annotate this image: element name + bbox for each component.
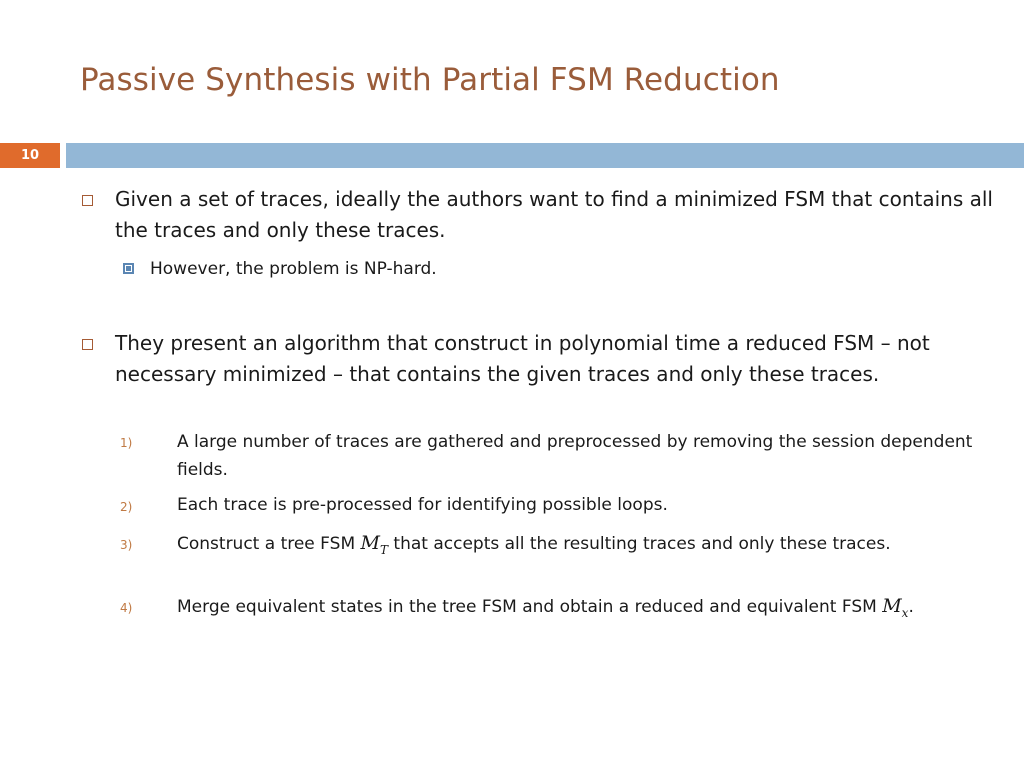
slide-title: Passive Synthesis with Partial FSM Reduction [80,62,780,98]
step-number: 1) [120,436,133,450]
bullet-box-icon [82,339,93,350]
sub-bullet-text: However, the problem is NP-hard. [150,259,437,279]
math-symbol: $M_x$ [882,595,909,620]
step-text: A large number of traces are gathered and preprocessed by removing the session dependent fields. [177,432,973,480]
step-text: Construct a tree FSM $M_T$ that accepts all the resulting traces and only these traces. [177,532,891,557]
bullet-text: They present an algorithm that construct in polynomial time a reduced FSM – not necessary minimized – that contains the given traces and only these traces. [115,331,930,386]
math-symbol: $M_T$ [360,532,388,557]
slide-number: 10 [0,143,60,168]
step-text: Merge equivalent states in the tree FSM and obtain a reduced and equivalent FSM $M_x$. [177,595,914,620]
bullet-text: Given a set of traces, ideally the authors want to find a minimized FSM that contains all the traces and only these traces. [115,187,993,242]
sub-bullet-icon [123,263,134,274]
bullet-box-icon [82,195,93,206]
step-number: 4) [120,601,133,615]
step-number: 3) [120,538,133,552]
step-number: 2) [120,500,133,514]
step-text: Each trace is pre-processed for identifying possible loops. [177,495,668,515]
